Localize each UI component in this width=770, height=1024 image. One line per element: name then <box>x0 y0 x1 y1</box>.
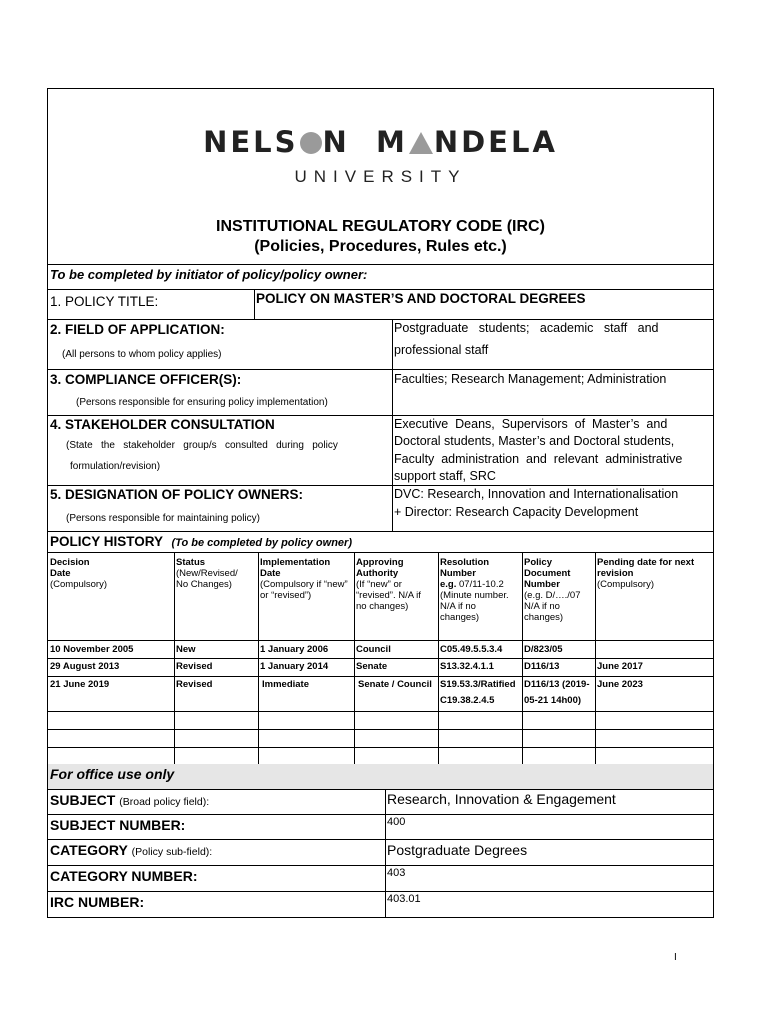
compliance-note: (Persons responsible for ensuring policy implementation) <box>76 397 328 408</box>
field-value-1: Postgraduate students; academic staff and <box>394 321 659 335</box>
col-policy-document-number: Policy Document Number (e.g. D/…./07 N/A if no changes) <box>524 557 581 623</box>
subject-label: SUBJECT (Broad policy field): <box>50 792 210 808</box>
history-cell: D/823/05 <box>524 644 563 655</box>
policy-title-value: POLICY ON MASTER’S AND DOCTORAL DEGREES <box>256 291 586 306</box>
irc-number-value: 403.01 <box>387 893 421 905</box>
stakeholder-note-2: formulation/revision) <box>70 461 161 472</box>
office-heading: For office use only <box>50 766 175 782</box>
col-implementation-date: Implementation Date (Compulsory if “new” or “revised”) <box>260 557 348 601</box>
stakeholder-value-2: Doctoral students, Master’s and Doctoral students, <box>394 434 675 448</box>
history-heading <box>50 533 352 551</box>
history-cell: Senate / Council <box>358 679 432 690</box>
history-cell: Revised <box>176 661 213 672</box>
field-value-2: professional staff <box>394 343 489 357</box>
history-cell: 29 August 2013 <box>50 661 120 672</box>
history-cell: 10 November 2005 <box>50 644 134 655</box>
stakeholder-label: 4. STAKEHOLDER CONSULTATION <box>50 417 275 432</box>
col-pending-date: Pending date for next revision (Compulsory) <box>597 557 695 590</box>
col-status: Status (New/Revised/ No Changes) <box>176 557 238 590</box>
history-note: (To be completed by policy owner) <box>171 537 352 549</box>
stakeholder-value-1: Executive Deans, Supervisors of Master’s and <box>394 417 668 431</box>
col-resolution-number: Resolution Number e.g. 07/11-10.2 (Minute number. N/A if no changes) <box>440 557 509 623</box>
stakeholder-value-3: Faculty administration and relevant administrative <box>394 452 683 466</box>
subject-value: Research, Innovation & Engagement <box>387 791 616 807</box>
owners-label: 5. DESIGNATION OF POLICY OWNERS: <box>50 487 304 502</box>
irc-number-label: IRC NUMBER: <box>50 894 145 910</box>
history-cell: 21 June 2019 <box>50 679 110 690</box>
initiator-note: To be completed by initiator of policy/policy owner: <box>50 267 368 282</box>
field-note: (All persons to whom policy applies) <box>62 349 222 360</box>
compliance-value: Faculties; Research Management; Administration <box>394 372 667 386</box>
history-cell: C05.49.5.5.3.4 <box>440 644 503 655</box>
logo-subtitle: UNIVERSITY <box>294 167 467 186</box>
subject-number-value: 400 <box>387 816 406 828</box>
subject-number-label: SUBJECT NUMBER: <box>50 817 186 833</box>
field-label: 2. FIELD OF APPLICATION: <box>50 322 225 337</box>
col-decision-date: Decision Date (Compulsory) <box>50 557 108 590</box>
history-cell: 05-21 14h00) <box>524 695 582 706</box>
title-line-2: (Policies, Procedures, Rules etc.) <box>254 238 507 255</box>
col-approving-authority: Approving Authority (If “new” or “revised”. N/A if no changes) <box>356 557 421 612</box>
history-cell: Revised <box>176 679 213 690</box>
history-cell: S13.32.4.1.1 <box>440 661 494 672</box>
history-cell: D116/13 (2019- <box>524 679 590 690</box>
compliance-label: 3. COMPLIANCE OFFICER(S): <box>50 372 242 387</box>
history-cell: D116/13 <box>524 661 560 672</box>
page-number: I <box>674 952 677 963</box>
history-cell: New <box>176 644 196 655</box>
history-cell: Immediate <box>262 679 309 690</box>
history-title: POLICY HISTORY <box>50 534 164 549</box>
stakeholder-value-4: support staff, SRC <box>394 469 496 483</box>
history-cell: C19.38.2.4.5 <box>440 695 495 706</box>
history-cell: Senate <box>356 661 388 672</box>
title-line-1: INSTITUTIONAL REGULATORY CODE (IRC) <box>216 218 545 235</box>
owners-value-1: DVC: Research, Innovation and Internationalisation <box>394 487 679 501</box>
history-cell: June 2023 <box>597 679 643 690</box>
history-cell: June 2017 <box>597 661 643 672</box>
university-logo: NELS N M NDELA UNIVERSITY <box>48 125 713 187</box>
document-title <box>48 217 713 257</box>
stakeholder-note-1: (State the stakeholder group/s consulted during policy <box>66 440 338 451</box>
owners-note: (Persons responsible for maintaining policy) <box>66 513 260 524</box>
history-cell: Council <box>356 644 391 655</box>
history-cell: 1 January 2014 <box>260 661 329 672</box>
policy-title-label: 1. POLICY TITLE: <box>50 294 159 309</box>
category-number-value: 403 <box>387 867 406 879</box>
history-cell: S19.53.3/Ratified <box>440 679 516 690</box>
history-cell: 1 January 2006 <box>260 644 329 655</box>
category-label: CATEGORY (Policy sub-field): <box>50 842 213 858</box>
category-number-label: CATEGORY NUMBER: <box>50 868 198 884</box>
owners-value-2: + Director: Research Capacity Development <box>394 505 639 519</box>
irc-form <box>47 88 714 918</box>
category-value: Postgraduate Degrees <box>387 842 528 858</box>
